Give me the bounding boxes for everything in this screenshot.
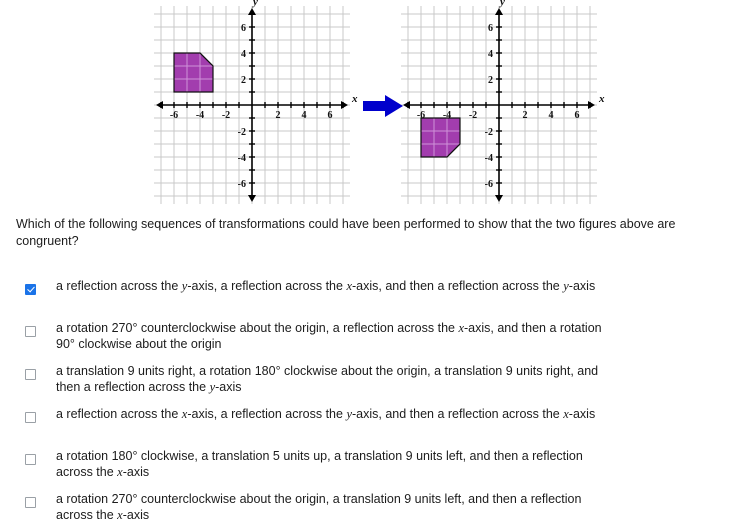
question-prompt: Which of the following sequences of transformations could have been performed to show that the two figures above are congruent? (16, 217, 676, 248)
figure-area (0, 0, 734, 210)
svg-text:-2: -2 (237, 127, 246, 138)
svg-text:2: 2 (522, 110, 528, 121)
answer-checkbox-2[interactable] (25, 326, 36, 337)
answer-option-label-4: a reflection across the x-axis, a reflection across the y-axis, and then a reflection across the x-axis (56, 407, 596, 421)
answer-option-label-5: a rotation 180° clockwise, a translation 5 units up, a translation 9 units left, and then a reflection across the x-axis (56, 449, 583, 479)
svg-text:-4: -4 (442, 110, 452, 121)
svg-text:2: 2 (241, 75, 246, 86)
svg-text:-6: -6 (237, 179, 246, 190)
coordinate-grid (154, 6, 350, 204)
svg-text:2: 2 (488, 75, 493, 86)
answer-checkbox-6[interactable] (25, 497, 36, 508)
answer-checkbox-3[interactable] (25, 369, 36, 380)
answer-checkbox-5[interactable] (25, 454, 36, 465)
answer-option-6[interactable] (0, 488, 734, 531)
svg-text:6: 6 (327, 110, 333, 121)
coordinate-plane-image (401, 0, 605, 204)
svg-text:6: 6 (574, 110, 580, 121)
answer-option-label-6: a rotation 270° counterclockwise about the origin, a translation 9 units left, and then a reflection across the x-axis (56, 492, 582, 522)
answer-option-label-2: a rotation 270° counterclockwise about the origin, a reflection across the x-axis, and then a rotation 90° clockwise about the origin (56, 321, 602, 351)
answer-options-list (0, 275, 734, 531)
svg-text:4: 4 (488, 49, 493, 60)
transformation-arrow (363, 95, 403, 117)
svg-text:6: 6 (241, 23, 246, 34)
svg-text:4: 4 (548, 110, 554, 121)
answer-option-1[interactable] (0, 275, 734, 317)
svg-text:-6: -6 (169, 110, 179, 121)
y-axis-label: y (253, 0, 258, 8)
answer-checkbox-4[interactable] (25, 412, 36, 423)
answer-option-label-1: a reflection across the y-axis, a reflection across the x-axis, and then a reflection across the y-axis (56, 279, 596, 293)
answer-option-4[interactable] (0, 403, 734, 445)
svg-text:-6: -6 (416, 110, 426, 121)
svg-text:-4: -4 (237, 153, 246, 164)
x-axis-label: x (599, 93, 605, 105)
answer-option-3[interactable] (0, 360, 734, 403)
answer-checkbox-1[interactable] (25, 284, 36, 295)
svg-text:4: 4 (301, 110, 307, 121)
arrow-right-icon (363, 95, 403, 117)
svg-text:-6: -6 (484, 179, 493, 190)
coordinate-plane-preimage (154, 0, 358, 204)
coordinate-grid (401, 6, 597, 204)
x-axis-label: x (352, 93, 358, 105)
svg-text:-2: -2 (221, 110, 231, 121)
answer-option-label-3: a translation 9 units right, a rotation 180° clockwise about the origin, a translation 9 units right, and then a reflection across the y-axis (56, 364, 599, 394)
y-axis-label: y (500, 0, 505, 8)
svg-text:-4: -4 (484, 153, 493, 164)
answer-option-5[interactable] (0, 445, 734, 488)
svg-text:-4: -4 (195, 110, 205, 121)
svg-text:6: 6 (488, 23, 493, 34)
svg-text:-2: -2 (484, 127, 493, 138)
svg-text:4: 4 (241, 49, 246, 60)
answer-option-2[interactable] (0, 317, 734, 360)
svg-text:-2: -2 (468, 110, 478, 121)
svg-text:2: 2 (275, 110, 281, 121)
